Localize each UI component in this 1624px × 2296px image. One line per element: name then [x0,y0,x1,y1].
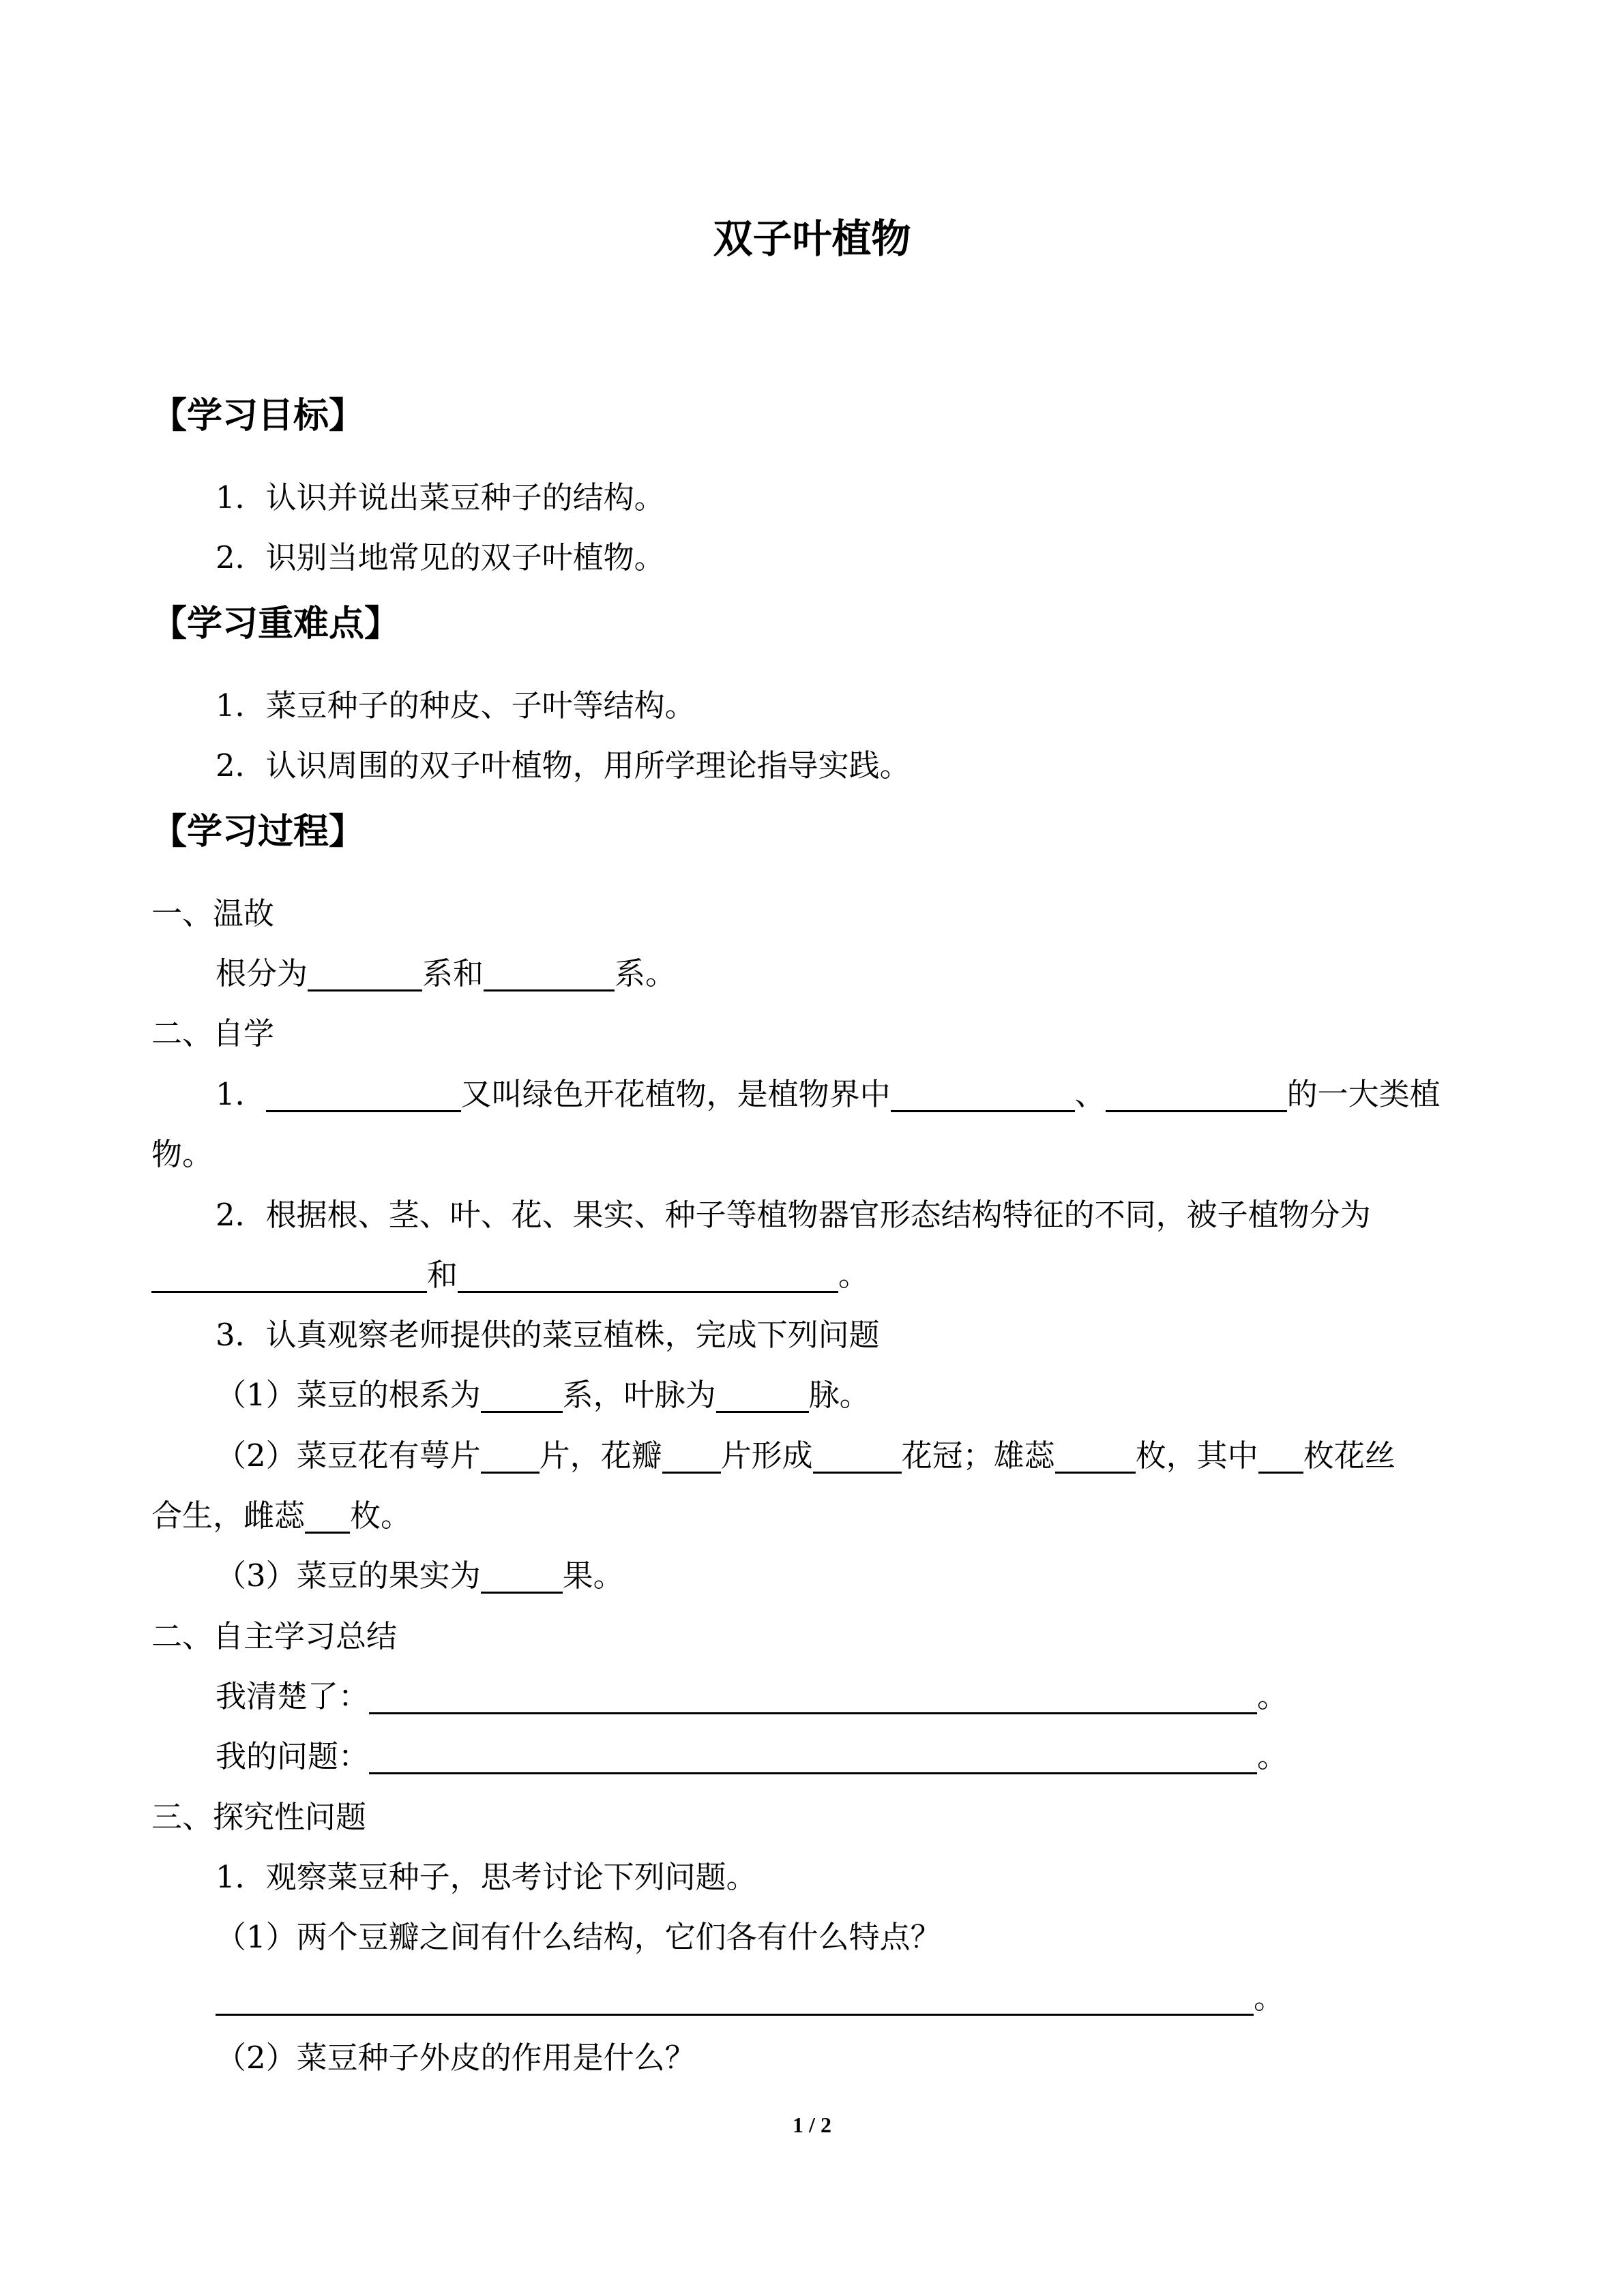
answer-blank[interactable] [151,1259,427,1293]
explore-question-1: 1．观察菜豆种子，思考讨论下列问题。 [216,1859,757,1895]
answer-blank[interactable] [1106,1079,1287,1112]
answer-blank[interactable] [1055,1440,1136,1474]
section-explore-title: 三、探究性问题 [151,1799,367,1835]
self-question-1: 1． 又叫绿色开花植物，是植物界中 、 的一大类植 [216,1076,1441,1112]
answer-blank[interactable] [481,1380,563,1413]
self-question-3-1: （1）菜豆的根系为 系，叶脉为 脉。 [216,1377,870,1413]
keypoint-item: 1．菜豆种子的种皮、子叶等结构。 [216,687,696,724]
answer-blank[interactable] [305,1500,350,1534]
answer-blank[interactable] [481,1560,563,1594]
goal-item: 1．认识并说出菜豆种子的结构。 [216,479,665,516]
self-question-3-3: （3）菜豆的果实为 果。 [216,1557,624,1594]
answer-blank[interactable] [216,1982,1254,2016]
answer-blank[interactable] [308,958,422,992]
self-question-3: 3．认真观察老师提供的菜豆植株，完成下列问题 [216,1317,880,1353]
explore-question-1-1: （1）两个豆瓣之间有什么结构，它们各有什么特点？ [216,1919,941,1955]
goal-item: 2．识别当地常见的双子叶植物。 [216,539,665,576]
self-question-2: 2．根据根、茎、叶、花、果实、种子等植物器官形态结构特征的不同，被子植物分为 [216,1197,1371,1233]
answer-blank[interactable] [458,1259,838,1293]
answer-blank[interactable] [662,1440,721,1474]
section-review-title: 一、温故 [151,895,275,931]
self-question-3-2-cont: 合生，雌蕊 枚。 [151,1497,412,1534]
answer-blank[interactable] [813,1440,902,1474]
section-summary-title: 二、自主学习总结 [151,1618,398,1654]
answer-blank[interactable] [484,958,615,992]
self-question-1-cont: 物。 [151,1136,213,1172]
explore-answer-line: 。 [216,1978,1284,2018]
page-number: 1 / 2 [793,2113,831,2137]
keypoint-item: 2．认识周围的双子叶植物，用所学理论指导实践。 [216,747,911,784]
answer-blank[interactable] [369,1681,1257,1714]
goals-heading: 【学习目标】 [151,395,365,436]
page-title: 双子叶植物 [713,215,911,262]
process-heading: 【学习过程】 [151,811,365,852]
answer-blank[interactable] [369,1741,1257,1774]
summary-clear: 我清楚了： 。 [216,1678,1288,1714]
answer-blank[interactable] [716,1380,809,1413]
keypoints-heading: 【学习重难点】 [151,603,400,644]
section-self-title: 二、自学 [151,1015,275,1052]
self-question-3-2: （2）菜豆花有萼片 片，花瓣 片形成 花冠；雄蕊 枚，其中 枚花丝 [216,1437,1396,1474]
review-question: 根分为 系和 系。 [216,955,677,992]
answer-blank[interactable] [1258,1440,1303,1474]
answer-blank[interactable] [891,1079,1075,1112]
answer-blank[interactable] [266,1079,461,1112]
summary-question: 我的问题： 。 [216,1738,1288,1774]
explore-question-1-2: （2）菜豆种子外皮的作用是什么？ [216,2040,696,2076]
self-question-2-cont: 和 。 [151,1255,869,1296]
answer-blank[interactable] [481,1440,540,1474]
